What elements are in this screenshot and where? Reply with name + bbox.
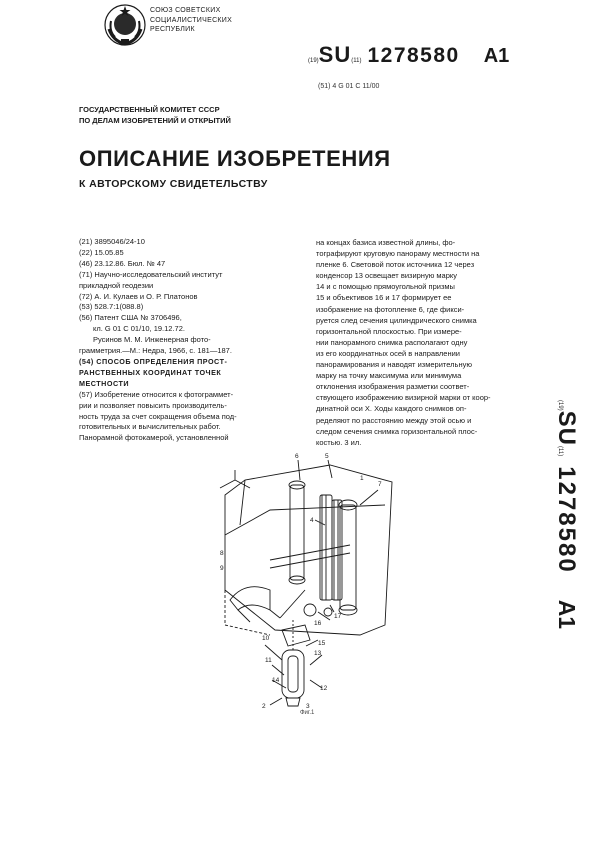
figure-label: 3 — [306, 703, 310, 710]
invention-title-line: (54) СПОСОБ ОПРЕДЕЛЕНИЯ ПРОСТ- — [79, 356, 228, 366]
biblio-line: (46) 23.12.86. Бюл. № 47 — [79, 258, 166, 268]
abstract-line: ствующего изображению визирной марки от коор- — [316, 393, 491, 403]
bibliographic-column — [79, 237, 311, 444]
abstract-line: пленке 6. Световой поток источника 12 через — [316, 260, 475, 270]
agency-line: СОЮЗ СОВЕТСКИХ — [150, 7, 221, 14]
patent-kind: A1 — [554, 599, 580, 630]
abstract-line: на концах базиса известной длины, фо- — [316, 238, 456, 247]
figure-label: 8 — [220, 550, 224, 557]
vertical-patent-number — [550, 400, 590, 680]
abstract-line: из его координатных осей в направлении — [316, 348, 460, 358]
biblio-line: Русинов М. М. Инженерная фото- — [93, 335, 211, 345]
biblio-line: (21) 3895046/24-10 — [79, 237, 145, 246]
abstract-line: готовительных и вычислительных работ. — [79, 422, 221, 432]
patent-number-block — [308, 42, 509, 68]
patent-number: 1278580 — [367, 44, 460, 67]
figure-label: 6 — [295, 453, 299, 460]
abstract-line: тографируют круговую панораму местности на — [316, 249, 480, 259]
figure-label: 11 — [265, 657, 272, 664]
abstract-column — [316, 237, 542, 448]
abstract-line: костью. 3 ил. — [316, 437, 362, 447]
figure-label: 9 — [220, 565, 224, 572]
abstract-line: руется след сечения цилиндрического снимка — [316, 315, 477, 325]
figure-label: 15 — [318, 640, 326, 647]
agency-line: РЕСПУБЛИК — [150, 26, 195, 33]
apparatus-figure — [210, 450, 405, 715]
abstract-line: панорамирования и наводят измерительную — [316, 360, 472, 370]
invention-title-line: РАНСТВЕННЫХ КООРДИНАТ ТОЧЕК — [79, 367, 222, 377]
committee-line: ПО ДЕЛАМ ИЗОБРЕТЕНИЙ И ОТКРЫТИЙ — [79, 116, 231, 125]
document-title: ОПИСАНИЕ ИЗОБРЕТЕНИЯ — [79, 146, 391, 171]
biblio-line: (22) 15.05.85 — [79, 247, 124, 257]
committee-line: ГОСУДАРСТВЕННЫЙ КОМИТЕТ СССР — [79, 105, 220, 114]
figure-label: 13 — [314, 650, 322, 657]
biblio-line: (71) Научно-исследовательский институт — [79, 269, 223, 279]
invention-title-line: МЕСТНОСТИ — [79, 378, 130, 388]
abstract-line: 15 и объективов 16 и 17 формирует ее — [316, 293, 452, 303]
figure-caption: Фиг.1 — [300, 710, 315, 716]
state-emblem-icon — [103, 3, 147, 47]
abstract-line: динатной оси X. Ходы каждого снимков оп- — [316, 404, 467, 414]
figure-label: 12 — [320, 685, 328, 692]
agency-line: СОЦИАЛИСТИЧЕСКИХ — [150, 16, 233, 24]
abstract-line: изображение на фотопленке 6, где фикси- — [316, 304, 465, 314]
ipc-class: (51) 4 G 01 C 11/00 — [318, 83, 380, 90]
patent-country: SU — [318, 42, 352, 67]
abstract-line: Панорамной фотокамерой, установленной — [79, 433, 229, 443]
committee-name — [79, 104, 231, 126]
figure-label: 5 — [325, 453, 329, 460]
abstract-line: отклонения изображения разметки соответ- — [316, 382, 470, 392]
document-subtitle: К АВТОРСКОМУ СВИДЕТЕЛЬСТВУ — [79, 178, 268, 190]
abstract-line: следом сечения снимка горизонтальной плос- — [316, 426, 478, 436]
abstract-line: нии панорамного снимка располагают одну — [316, 337, 468, 347]
biblio-line: (72) А. И. Кулаев и О. Р. Платонов — [79, 291, 198, 301]
abstract-line: марку на точку максимума или минимума — [316, 371, 462, 381]
figure-label: 7 — [378, 481, 382, 488]
agency-name — [150, 6, 232, 35]
abstract-line: (57) Изобретение относится к фотограммет- — [79, 389, 234, 399]
figure-label: 1 — [360, 475, 364, 482]
patent-kind: A1 — [483, 45, 510, 67]
figure-label: 4 — [310, 517, 314, 524]
abstract-line: рии и позволяет повысить производитель- — [79, 400, 227, 410]
code-19: (19) — [308, 58, 319, 64]
figure-label: 17 — [334, 613, 342, 620]
code-19: (19) — [557, 400, 563, 411]
biblio-line: кл. G 01 C 01/10, 19.12.72. — [93, 324, 185, 334]
biblio-line: (56) Патент США № 3706496, — [79, 313, 182, 323]
patent-number: 1278580 — [553, 466, 580, 574]
figure-label: 16 — [314, 620, 322, 627]
biblio-line: прикладной геодезии — [79, 280, 154, 290]
code-11: (11) — [351, 58, 362, 64]
abstract-line: 14 и с помощью прямоугольной призмы — [316, 282, 455, 292]
patent-country: SU — [553, 410, 580, 447]
figure-label: 2 — [262, 703, 266, 710]
figure-label: 14 — [272, 677, 280, 684]
code-11: (11) — [557, 446, 563, 457]
figure-label: 10 — [262, 635, 270, 642]
biblio-line: грамметрия.—М.: Недра, 1966, с. 181—187. — [79, 346, 232, 356]
biblio-line: (53) 528.7:1(088.8) — [79, 302, 144, 312]
abstract-line: ределяют по расстоянию между этой осью и — [316, 415, 472, 425]
abstract-line: ность труда за счет сокращения объема под- — [79, 411, 237, 421]
abstract-line: горизонтальной плоскостью. При измере- — [316, 326, 462, 336]
abstract-line: конденсор 13 освещает визирную марку — [316, 271, 458, 281]
